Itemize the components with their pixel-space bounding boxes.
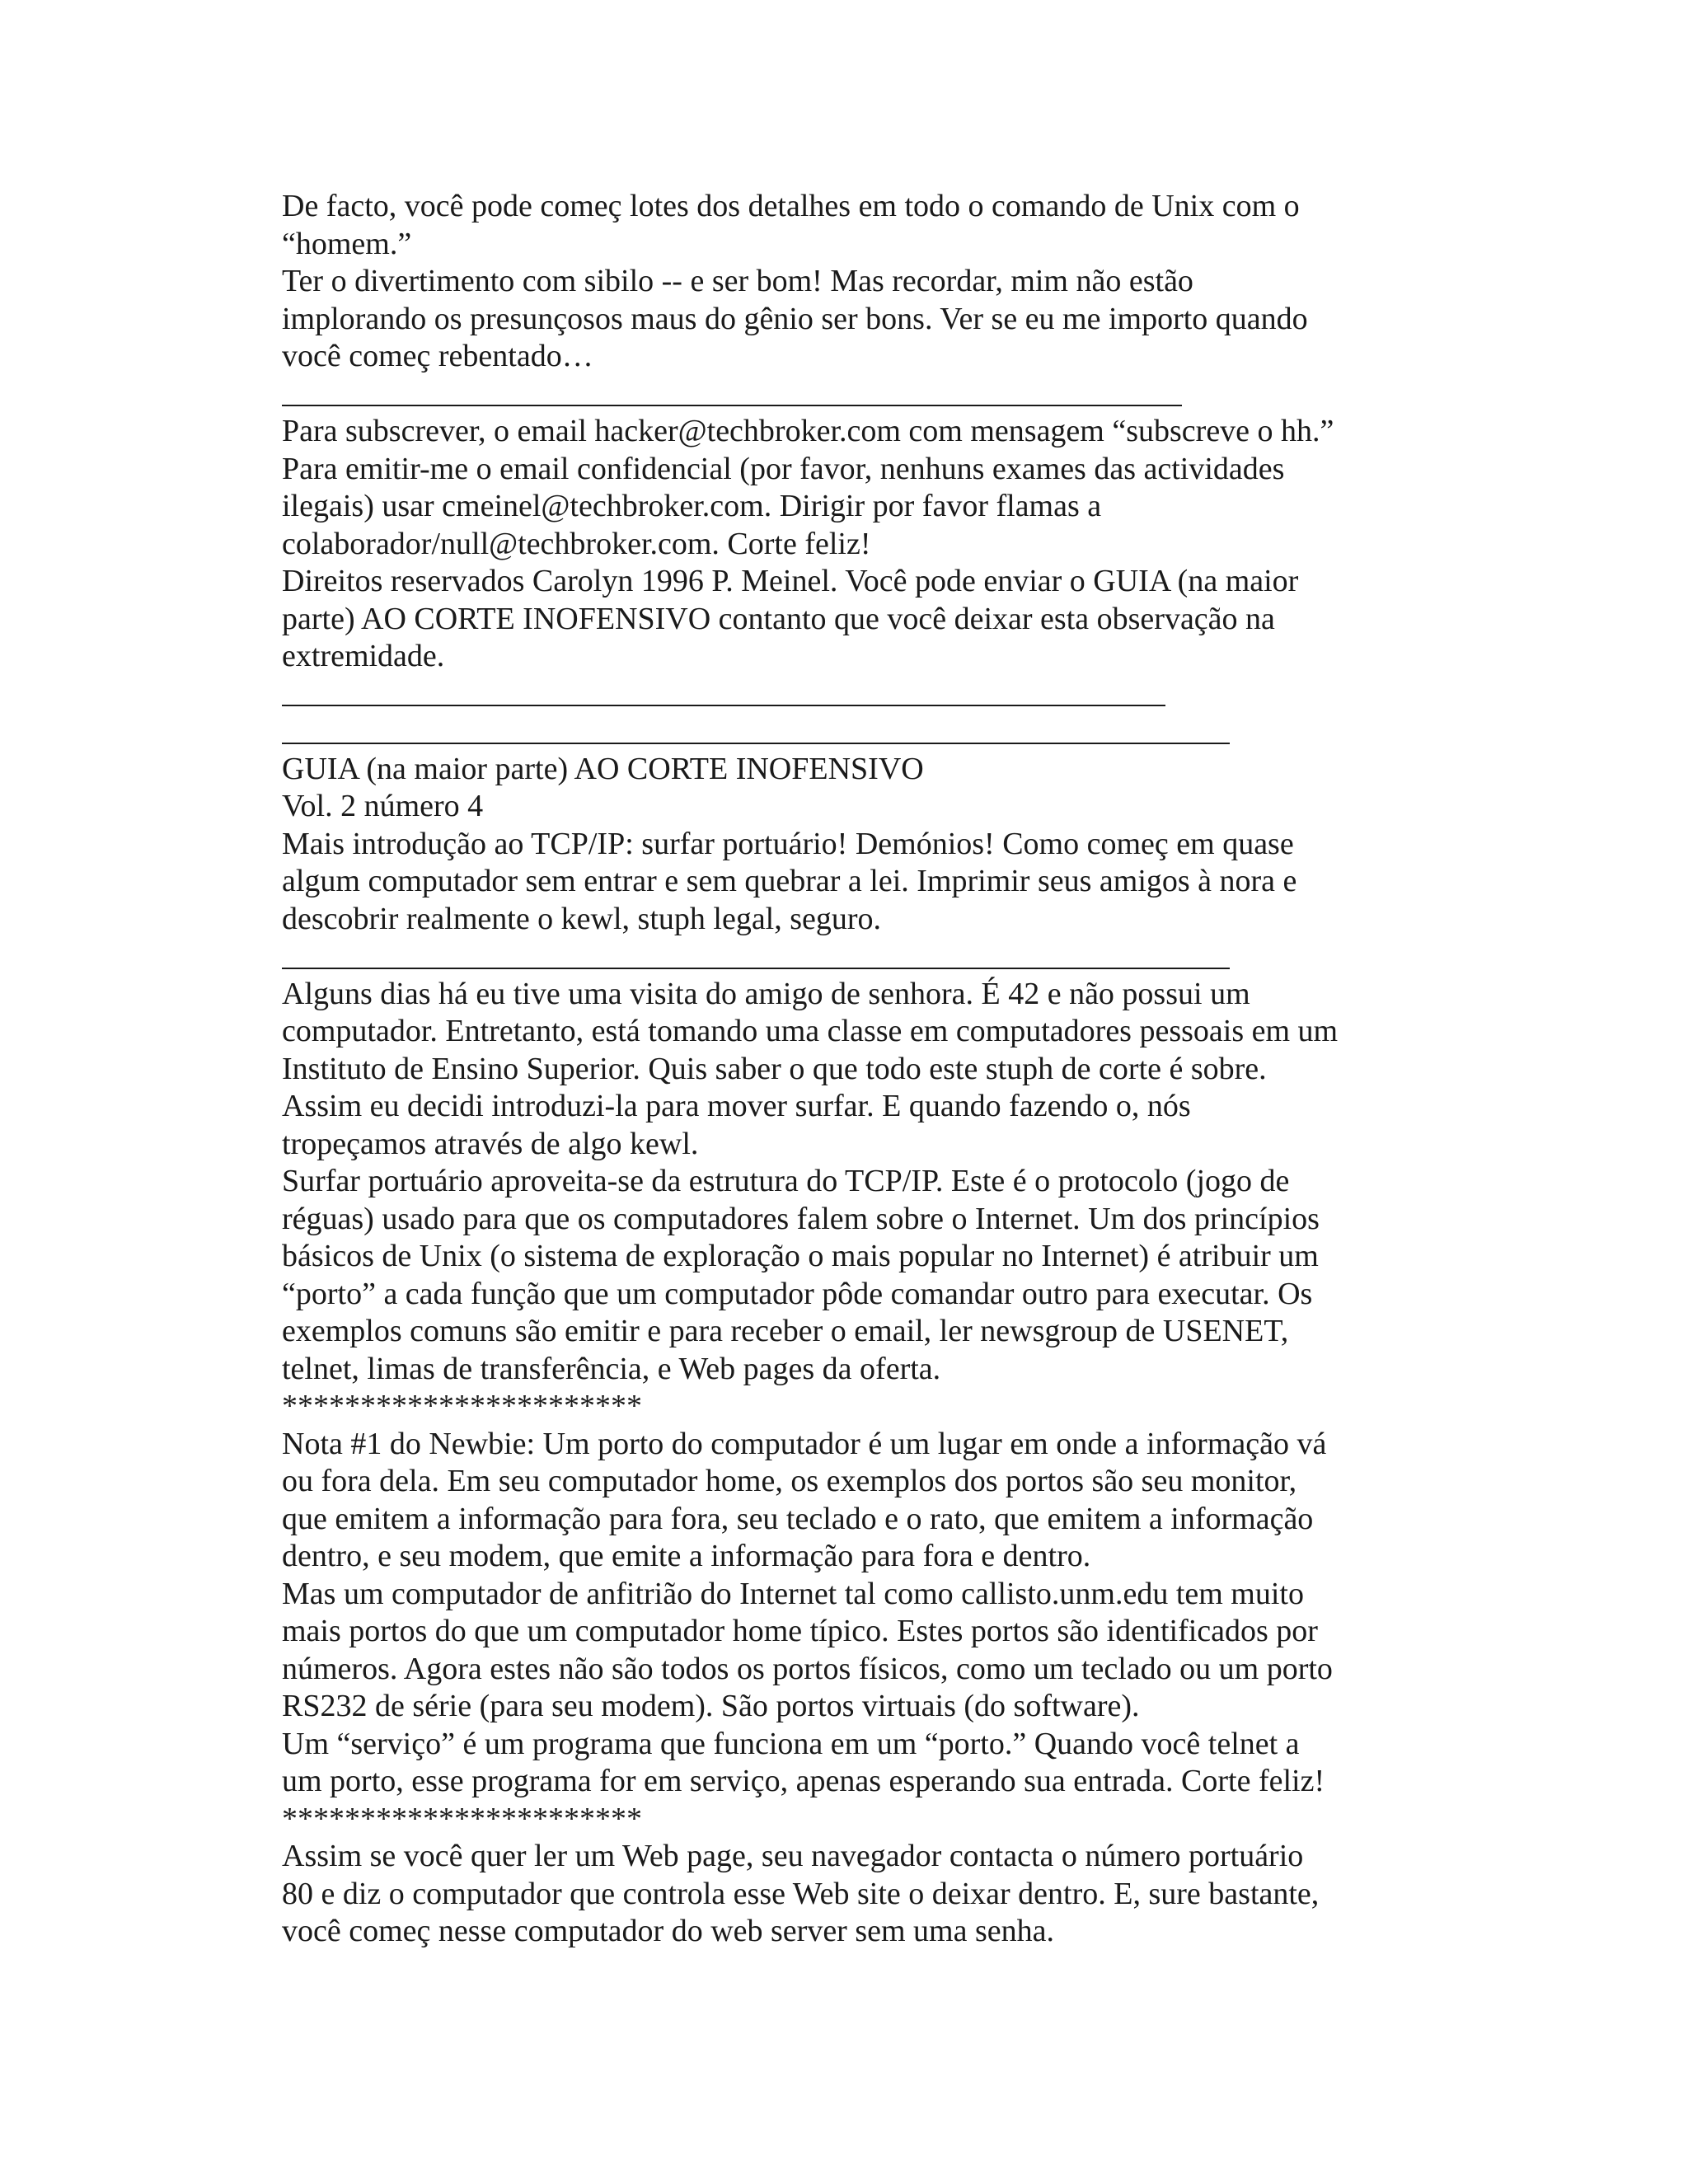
text-line: Para emitir-me o email confidencial (por favor, nenhuns exames das actividades: [282, 451, 1285, 486]
text-line: que emitem a informação para fora, seu teclado e o rato, que emitem a informação: [282, 1501, 1314, 1536]
text-line: ou fora dela. Em seu computador home, os exemplos dos portos são seu monitor,: [282, 1464, 1297, 1498]
separator-rule: [282, 376, 1419, 414]
text-line: básicos de Unix (o sistema de exploração o mais popular no Internet) é atribuir um: [282, 1239, 1319, 1273]
text-line: De facto, você pode começ lotes dos detalhes em todo o comando de Unix com o: [282, 189, 1300, 223]
text-line: Mas um computador de anfitrião do Internet tal como callisto.unm.edu tem muito: [282, 1576, 1304, 1611]
text-line: exemplos comuns são emitir e para receber o email, ler newsgroup de USENET,: [282, 1314, 1289, 1348]
separator-rule: [282, 676, 1419, 714]
text-line: números. Agora estes não são todos os portos físicos, como um teclado ou um porto: [282, 1651, 1333, 1686]
text-line: Para subscrever, o email hacker@techbroker.com com mensagem “subscreve o hh.”: [282, 414, 1334, 448]
text-line: ***********************: [282, 1801, 642, 1836]
text-line: colaborador/null@techbroker.com. Corte feliz!: [282, 526, 871, 561]
separator-rule: [282, 713, 1419, 751]
text-line: GUIA (na maior parte) AO CORTE INOFENSIVO: [282, 751, 924, 786]
text-line: extremidade.: [282, 639, 445, 673]
text-line: “homem.”: [282, 226, 412, 261]
text-line: RS232 de série (para seu modem). São portos virtuais (do software).: [282, 1689, 1140, 1723]
paragraph: [282, 1726, 1419, 1801]
text-line: ilegais) usar cmeinel@techbroker.com. Dirigir por favor flamas a: [282, 489, 1102, 523]
text-line: Alguns dias há eu tive uma visita do amigo de senhora. É 42 e não possui um: [282, 976, 1250, 1011]
text-line: Assim eu decidi introduzi-la para mover surfar. E quando fazendo o, nós: [282, 1089, 1191, 1123]
text-line: Vol. 2 número 4: [282, 789, 484, 823]
paragraph: [282, 1426, 1419, 1576]
text-line: Mais introdução ao TCP/IP: surfar portuário! Demónios! Como começ em quase: [282, 826, 1294, 861]
paragraph: [282, 826, 1419, 939]
text-line: computador. Entretanto, está tomando uma classe em computadores pessoais em um: [282, 1014, 1339, 1048]
paragraph: [282, 1576, 1419, 1726]
paragraph: [282, 263, 1419, 376]
text-line: algum computador sem entrar e sem quebrar a lei. Imprimir seus amigos à nora e: [282, 864, 1297, 898]
paragraph: [282, 976, 1419, 1164]
text-line: ***********************: [282, 1389, 642, 1423]
text-line: tropeçamos através de algo kewl.: [282, 1126, 699, 1161]
text-line: mais portos do que um computador home típico. Estes portos são identificados por: [282, 1614, 1318, 1648]
text-line: Nota #1 do Newbie: Um porto do computador é um lugar em onde a informação vá: [282, 1426, 1327, 1461]
asterisk-divider: [282, 1801, 1419, 1839]
text-line: Instituto de Ensino Superior. Quis saber o que todo este stuph de corte é sobre.: [282, 1051, 1267, 1086]
paragraph: [282, 1163, 1419, 1388]
paragraph: [282, 563, 1419, 676]
text-line: implorando os presunçosos maus do gênio ser bons. Ver se eu me importo quando: [282, 301, 1308, 336]
text-line: Direitos reservados Carolyn 1996 P. Meinel. Você pode enviar o GUIA (na maior: [282, 564, 1299, 598]
separator-rule: [282, 938, 1419, 976]
text-line: réguas) usado para que os computadores falem sobre o Internet. Um dos princípios: [282, 1201, 1320, 1236]
text-line: Surfar portuário aproveita-se da estrutura do TCP/IP. Este é o protocolo (jogo de: [282, 1164, 1290, 1198]
text-line: 80 e diz o computador que controla esse Web site o deixar dentro. E, sure bastante,: [282, 1876, 1320, 1911]
text-line: dentro, e seu modem, que emite a informação para fora e dentro.: [282, 1539, 1091, 1573]
text-line: parte) AO CORTE INOFENSIVO contanto que você deixar esta observação na: [282, 601, 1275, 636]
paragraph: [282, 188, 1419, 263]
text-line: Assim se você quer ler um Web page, seu navegador contacta o número portuário: [282, 1839, 1304, 1873]
paragraph: [282, 1838, 1419, 1951]
document-body: [282, 188, 1419, 1951]
text-line: “porto” a cada função que um computador pôde comandar outro para executar. Os: [282, 1276, 1313, 1311]
text-line: você começ rebentado…: [282, 339, 593, 373]
paragraph: [282, 751, 1419, 826]
text-line: descobrir realmente o kewl, stuph legal, seguro.: [282, 901, 882, 936]
text-line: telnet, limas de transferência, e Web pages da oferta.: [282, 1351, 941, 1386]
text-line: Um “serviço” é um programa que funciona em um “porto.” Quando você telnet a: [282, 1726, 1300, 1761]
paragraph: [282, 413, 1419, 563]
text-line: um porto, esse programa for em serviço, apenas esperando sua entrada. Corte feliz!: [282, 1764, 1325, 1798]
text-line: você começ nesse computador do web server sem uma senha.: [282, 1914, 1054, 1948]
asterisk-divider: [282, 1388, 1419, 1426]
text-line: Ter o divertimento com sibilo -- e ser bom! Mas recordar, mim não estão: [282, 264, 1193, 298]
